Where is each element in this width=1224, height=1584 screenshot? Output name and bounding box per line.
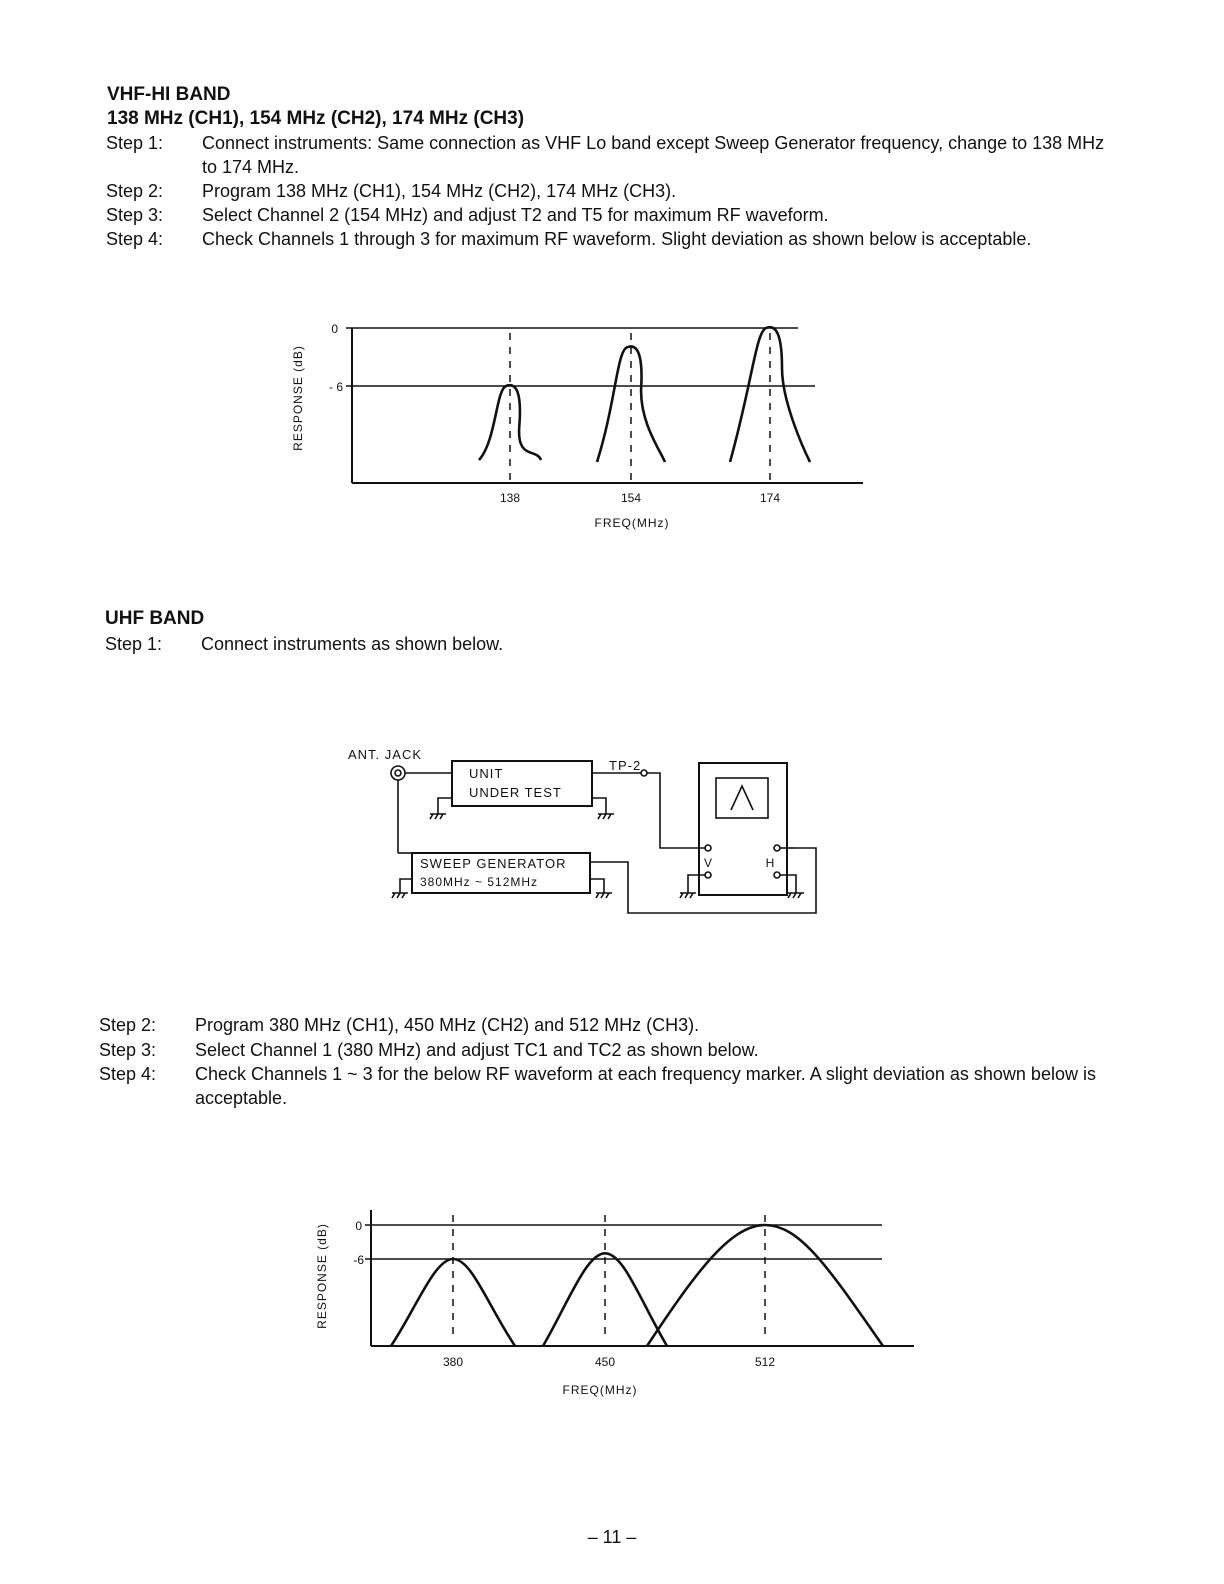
vhf-step2-text: Program 138 MHz (CH1), 154 MHz (CH2), 174 MHz (CH3). — [202, 181, 677, 201]
vhf-step4-text: Check Channels 1 through 3 for maximum RF waveform. Slight deviation as shown below is acceptable. — [202, 229, 1032, 249]
unit-label-line2: UNDER TEST — [469, 785, 562, 800]
sweep-ground-right-wire — [590, 879, 604, 893]
uhf-step2-label: Step 2: — [99, 1015, 157, 1035]
uhf-y-tick-minus6: -6 — [353, 1253, 364, 1267]
scope-waveform-icon — [731, 786, 753, 810]
vhf-y-tick-minus6: - 6 — [328, 380, 343, 394]
uhf-step4-text: Check Channels 1 ~ 3 for the below RF waveform at each frequency marker. A slight deviation as shown below is acceptable. — [195, 1064, 1096, 1108]
uhf-title: UHF BAND — [105, 608, 205, 629]
oscilloscope-screen — [716, 778, 768, 818]
ground-icon — [596, 893, 612, 898]
uhf-step3-text: Select Channel 1 (380 MHz) and adjust TC1 and TC2 as shown below. — [195, 1040, 759, 1060]
vhf-step4-label: Step 4: — [106, 229, 164, 249]
unit-ground-left-wire — [438, 798, 452, 814]
uhf-step4-label: Step 4: — [99, 1064, 157, 1084]
uhf-y-axis-label: RESPONSE (dB) — [315, 1223, 329, 1329]
ant-jack-connector-inner — [395, 770, 401, 776]
ant-jack-connector — [391, 766, 405, 780]
sweep-label-line2: 380MHz ~ 512MHz — [420, 875, 539, 889]
sweep-label-line1: SWEEP GENERATOR — [420, 856, 567, 871]
unit-ground-right-wire — [592, 798, 606, 814]
uhf-x-tick-450: 450 — [594, 1355, 616, 1369]
vhf-step3-label: Step 3: — [106, 205, 164, 225]
uhf-step3-label: Step 3: — [99, 1040, 157, 1060]
vhf-step3-text: Select Channel 2 (154 MHz) and adjust T2 and T5 for maximum RF waveform. — [202, 205, 829, 225]
page-number: – 11 – — [587, 1527, 637, 1547]
unit-label-line1: UNIT — [469, 766, 504, 781]
vhf-x-tick-154: 154 — [620, 491, 642, 505]
tp2-terminal — [641, 770, 647, 776]
ground-icon — [430, 814, 446, 819]
vhf-x-tick-138: 138 — [499, 491, 521, 505]
ground-icon — [598, 814, 614, 819]
vhf-hi-subtitle: 138 MHz (CH1), 154 MHz (CH2), 174 MHz (CH3) — [107, 108, 525, 129]
uhf-y-tick-0: 0 — [355, 1219, 362, 1233]
vhf-hi-title: VHF-HI BAND — [107, 84, 231, 105]
ground-icon — [788, 893, 804, 898]
vhf-step1-label: Step 1: — [106, 133, 164, 153]
scope-v-ground-terminal — [705, 872, 711, 878]
ant-jack-label: ANT. JACK — [348, 747, 423, 762]
scope-h-label: H — [765, 856, 775, 870]
uhf-x-axis-label: FREQ(MHz) — [562, 1383, 638, 1397]
ground-icon — [680, 893, 696, 898]
vhf-x-tick-174: 174 — [759, 491, 781, 505]
vhf-step2-label: Step 2: — [106, 181, 164, 201]
scope-ground-left-wire — [688, 875, 705, 893]
vhf-x-axis-label: FREQ(MHz) — [594, 516, 670, 530]
vhf-step1-text: Connect instruments: Same connection as VHF Lo band except Sweep Generator frequency, change to 138 MHz to 174 MHz. — [202, 133, 1105, 177]
uhf-step1-label: Step 1: — [105, 634, 163, 654]
uhf-step2-text: Program 380 MHz (CH1), 450 MHz (CH2) and 512 MHz (CH3). — [195, 1015, 700, 1035]
scope-h-terminal — [774, 845, 780, 851]
tp2-label: TP-2 — [609, 758, 642, 773]
scope-v-label: V — [703, 856, 713, 870]
uhf-x-tick-380: 380 — [442, 1355, 464, 1369]
tp2-to-scope-wire — [647, 773, 706, 848]
uhf-step1-text: Connect instruments as shown below. — [201, 634, 504, 654]
vhf-y-tick-0: 0 — [331, 322, 338, 336]
scope-h-ground-terminal — [774, 872, 780, 878]
sweep-ground-left-wire — [400, 879, 412, 893]
vhf-y-axis-label: RESPONSE (dB) — [291, 345, 305, 451]
connection-diagram — [391, 761, 816, 913]
uhf-x-tick-512: 512 — [754, 1355, 776, 1369]
ground-icon — [392, 893, 408, 898]
